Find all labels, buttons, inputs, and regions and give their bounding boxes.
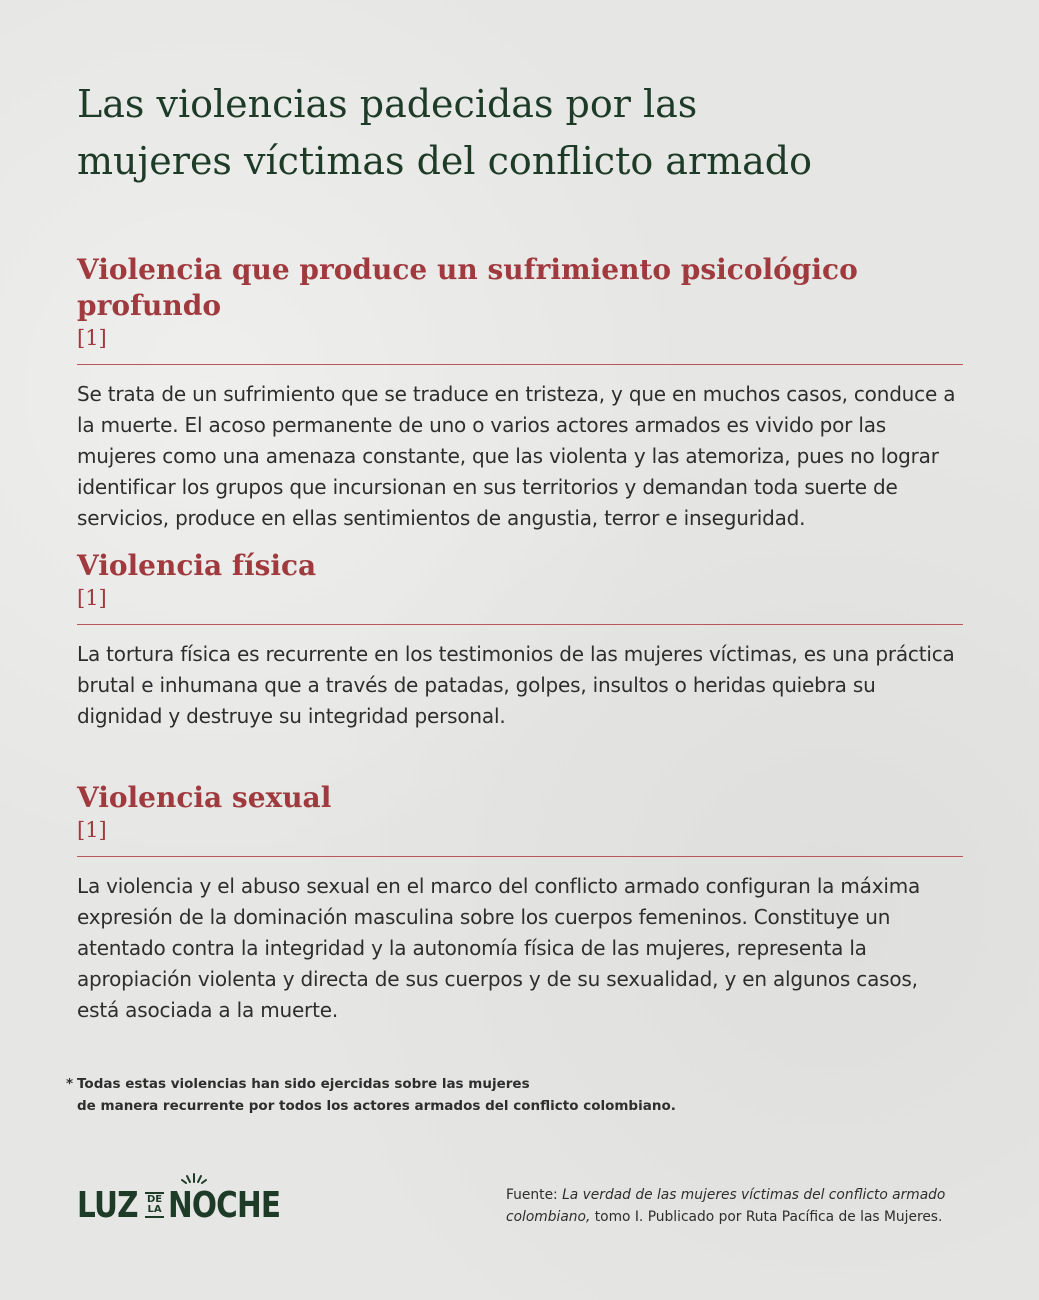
source-title-line-2: colombiano, bbox=[506, 1209, 591, 1225]
section-reference: [1] bbox=[77, 586, 107, 610]
footnote-line-1: Todas estas violencias han sido ejercidas sobre las mujeres bbox=[77, 1076, 530, 1092]
footnote bbox=[66, 1073, 766, 1117]
logo-word-de: DE bbox=[147, 1194, 163, 1205]
section-sexual-violence bbox=[77, 780, 963, 1026]
logo-word-noche: NOCHE bbox=[168, 1184, 281, 1226]
logo-word-luz: LUZ bbox=[77, 1184, 138, 1226]
section-psychological-violence bbox=[77, 252, 963, 534]
page-title-line-1: Las violencias padecidas por las bbox=[77, 82, 698, 126]
logo-word-la: LA bbox=[147, 1204, 162, 1215]
section-heading: Violencia física bbox=[77, 549, 317, 582]
section-body: La tortura física es recurrente en los testimonios de las mujeres víctimas, es una práctica brutal e inhumana que a través de patadas, golpes, insultos o heridas quiebra su dignidad y destruye su integridad personal. bbox=[77, 642, 955, 728]
source-title-line-1: La verdad de las mujeres víctimas del conflicto armado bbox=[562, 1187, 946, 1203]
section-reference: [1] bbox=[77, 326, 107, 350]
section-divider bbox=[77, 624, 963, 625]
section-heading: Violencia sexual bbox=[77, 781, 332, 814]
section-heading: Violencia que produce un sufrimiento psicológico profundo bbox=[77, 253, 858, 322]
section-reference: [1] bbox=[77, 818, 107, 842]
source-label: Fuente: bbox=[506, 1187, 558, 1203]
source-rest: tomo I. Publicado por Ruta Pacífica de las Mujeres. bbox=[594, 1209, 943, 1225]
footnote-line-2: de manera recurrente por todos los actores armados del conflicto colombiano. bbox=[77, 1098, 676, 1114]
source-citation bbox=[506, 1184, 966, 1228]
page-title bbox=[77, 76, 963, 190]
logo-word-noche-wrap bbox=[168, 1185, 305, 1226]
luz-de-la-noche-logo bbox=[77, 1180, 305, 1230]
logo-word-de-la bbox=[145, 1192, 164, 1218]
section-body: La violencia y el abuso sexual en el marco del conflicto armado configuran la máxima expresión de la dominación masculina sobre los cuerpos femeninos. Constituye un atentado contra la integridad y la autonomía física de las mujeres, representa la apropiación violenta y directa de sus cuerpos y de su sexualidad, y en algunos casos, está asociada a la muerte. bbox=[77, 874, 921, 1022]
section-divider bbox=[77, 364, 963, 365]
footnote-marker: * bbox=[66, 1076, 74, 1092]
page-title-line-2: mujeres víctimas del conflicto armado bbox=[77, 139, 813, 183]
light-rays-icon bbox=[180, 1171, 208, 1185]
section-divider bbox=[77, 856, 963, 857]
section-body: Se trata de un sufrimiento que se traduce en tristeza, y que en muchos casos, conduce a la muerte. El acoso permanente de uno o varios actores armados es vivido por las mujeres como una amenaza constante, que las violenta y las atemoriza, pues no lograr identificar los grupos que incursionan en sus territorios y demandan toda suerte de servicios, produce en ellas sentimientos de angustia, terror e inseguridad. bbox=[77, 382, 956, 530]
section-physical-violence bbox=[77, 548, 963, 732]
